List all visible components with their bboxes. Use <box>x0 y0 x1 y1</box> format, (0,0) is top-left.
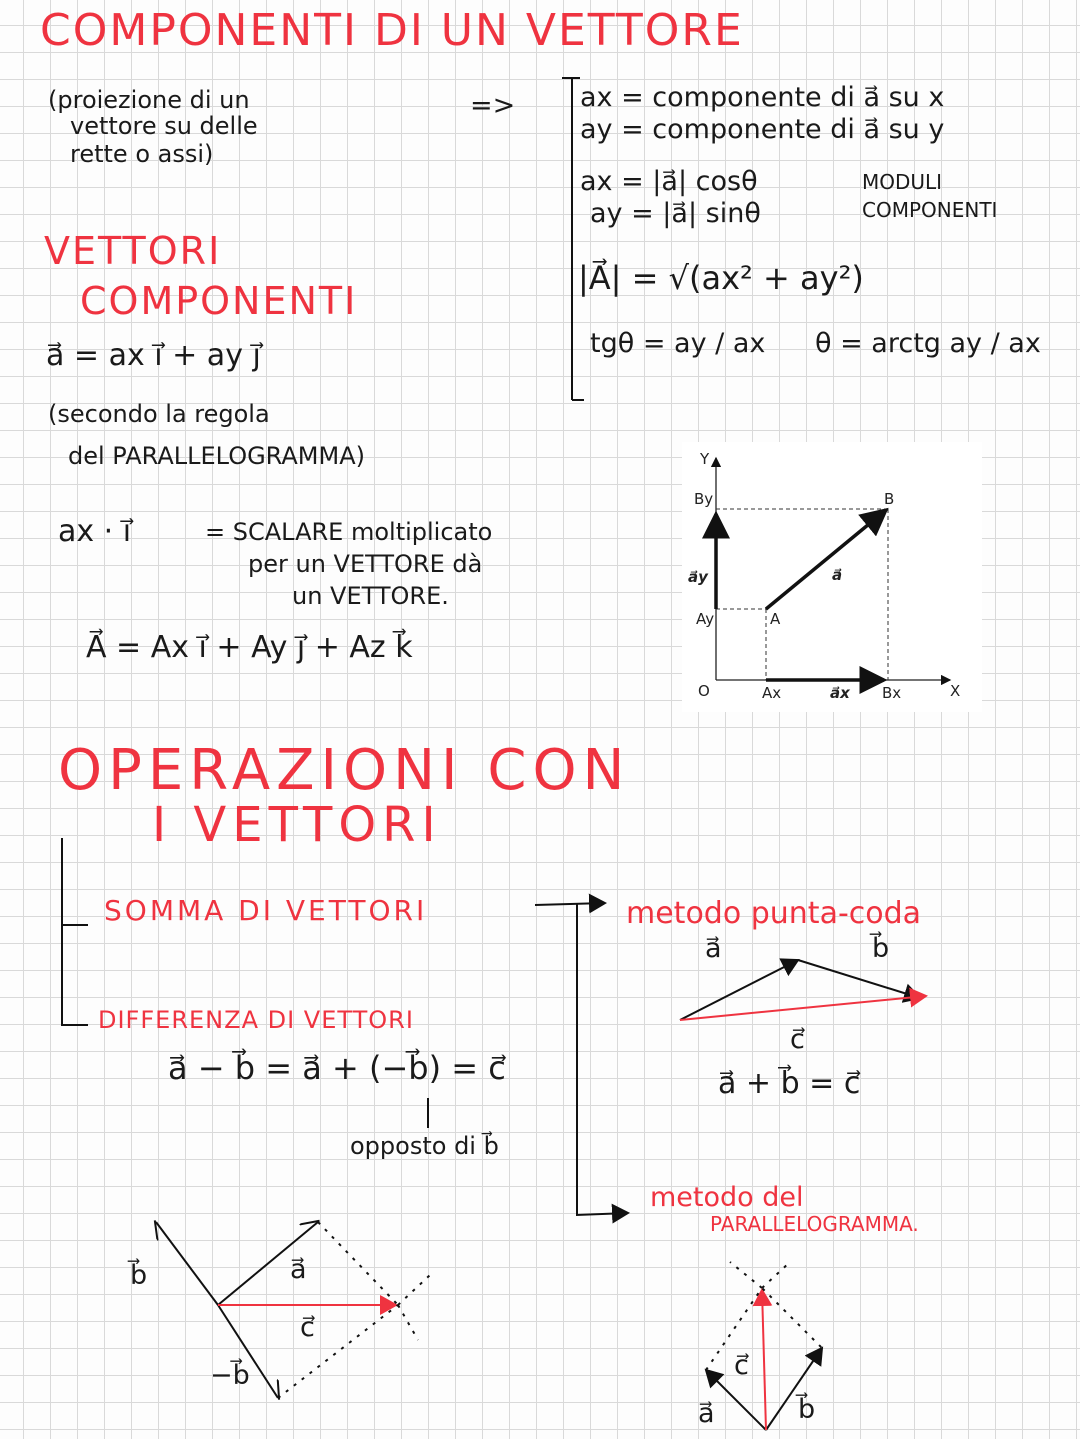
scalar-note-2: per un VETTORE dà <box>248 550 483 578</box>
formula-tg: tgθ = ay / ax <box>590 328 766 359</box>
parallelogram-note-2: del PARALLELOGRAMMA) <box>68 442 365 470</box>
label-o: O <box>698 682 710 700</box>
method-parallelogram-1: metodo del <box>650 1182 804 1213</box>
diff-label-c: c⃗ <box>300 1312 315 1343</box>
sum-label: SOMMA DI VETTORI <box>104 894 428 927</box>
label-by: By <box>694 490 714 508</box>
diff-label-minus-b: −b⃗ <box>210 1360 250 1391</box>
label-y: Y <box>700 450 710 468</box>
projection-note-2: vettore su delle <box>70 112 258 140</box>
label-ax-point: Ax <box>762 684 782 702</box>
tip-tail-label-b: b⃗ <box>872 933 890 964</box>
section-title-componenti: COMPONENTI <box>80 279 358 323</box>
parallelogram-note-1: (secondo la regola <box>48 400 270 428</box>
formula-ay-sin: ay = |a⃗| sinθ <box>590 198 761 229</box>
method-parallelogram-2: PARALLELOGRAMMA. <box>710 1212 919 1236</box>
label-ay-point: Ay <box>696 610 715 628</box>
tip-tail-equation: a⃗ + b⃗ = c⃗ <box>718 1066 861 1101</box>
difference-equation: a⃗ − b⃗ = a⃗ + (−b⃗) = c⃗ <box>168 1049 506 1087</box>
tip-tail-label-c: c⃗ <box>790 1024 805 1055</box>
label-b: B <box>884 490 895 508</box>
diff-label-b: b⃗ <box>130 1260 148 1291</box>
section-title-i-vettori: I VETTORI <box>152 797 442 853</box>
A-equation: A⃗ = Ax i⃗ + Ay j⃗ + Az k⃗ <box>86 630 413 665</box>
label-bx: Bx <box>882 684 902 702</box>
scalar-equation: ax · i⃗ <box>58 514 132 549</box>
par-label-b: b⃗ <box>798 1394 816 1425</box>
tip-tail-c <box>680 996 926 1020</box>
formula-ax-cos: ax = |a⃗| cosθ <box>580 166 758 197</box>
section-title-vettori: VETTORI <box>44 229 222 273</box>
label-ax-vector: a⃗x <box>830 684 850 702</box>
label-a-vector: a⃗ <box>832 566 843 584</box>
scalar-note-1: = SCALARE moltiplicato <box>205 518 493 546</box>
par-label-c: c⃗ <box>734 1350 749 1381</box>
diff-label-a: a⃗ <box>290 1254 307 1285</box>
page-title: COMPONENTI DI UN VETTORE <box>40 5 744 56</box>
label-a-point: A <box>770 610 781 628</box>
diff-b <box>156 1222 218 1305</box>
difference-label: DIFFERENZA DI VETTORI <box>98 1006 414 1034</box>
tip-tail-label-a: a⃗ <box>705 933 722 964</box>
label-ay-vector: a⃗y <box>688 568 708 586</box>
section-title-operazioni: OPERAZIONI CON <box>58 738 631 803</box>
vector-equation: a⃗ = ax i⃗ + ay j⃗ <box>46 338 261 373</box>
formula-modulus: |A⃗| = √(ax² + ay²) <box>578 259 864 297</box>
formula-ay: ay = componente di a⃗ su y <box>580 114 945 145</box>
par-label-a: a⃗ <box>698 1398 715 1429</box>
moduli-label: MODULI <box>862 170 943 194</box>
formula-arctg: θ = arctg ay / ax <box>815 328 1041 359</box>
opposite-note: opposto di b⃗ <box>350 1132 499 1160</box>
scalar-note-3: un VETTORE. <box>292 582 449 610</box>
formula-ax: ax = componente di a⃗ su x <box>580 82 945 113</box>
componenti-label: COMPONENTI <box>862 198 998 222</box>
par-c <box>762 1290 766 1430</box>
label-x: X <box>950 682 961 700</box>
method-tip-tail: metodo punta-coda <box>626 896 922 931</box>
projection-note-3: rette o assi) <box>70 140 214 168</box>
tip-tail-b <box>798 960 920 998</box>
implies-arrow: => <box>470 90 516 121</box>
projection-note-1: (proiezione di un <box>48 86 250 114</box>
